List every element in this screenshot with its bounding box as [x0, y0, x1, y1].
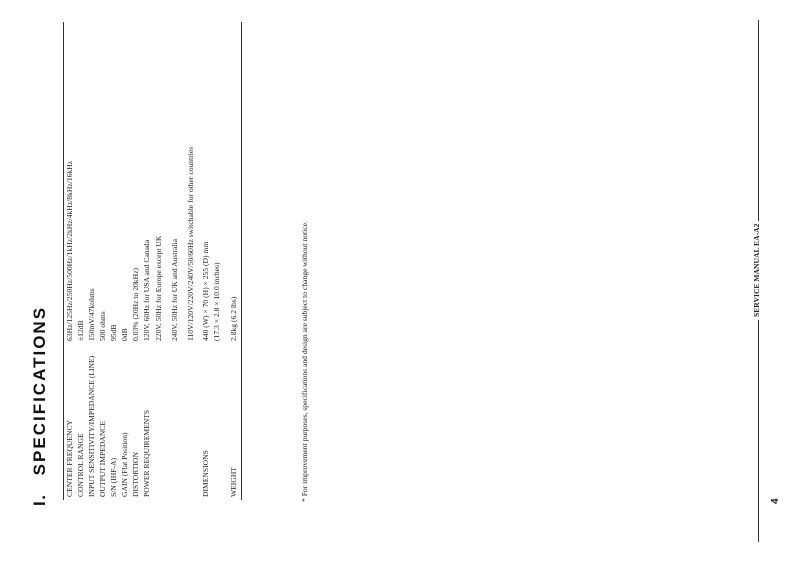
dimensions-line: 440 (W) × 70 (H) × 255 (D) mm [201, 241, 210, 341]
spec-value: 95dB [109, 324, 118, 341]
spec-value-power [141, 22, 200, 344]
spec-label: INPUT SENSITIVITY/IMPEDANCE (LINE) [87, 355, 96, 497]
spec-row [86, 22, 97, 500]
power-line: 240V, 50Hz for UK and Australia [170, 239, 179, 341]
spec-label: POWER REQUIREMENTS [142, 409, 151, 497]
specifications-table [63, 22, 242, 500]
power-line: 110V/120V/220V/240V/50/60Hz switchable for other countries [186, 146, 195, 341]
spec-label: S/N (IHF-A) [109, 457, 118, 497]
section-title: SPECIFICATIONS [30, 305, 49, 476]
spec-row [119, 22, 130, 500]
spec-row [97, 22, 108, 500]
spec-value-dimensions [200, 22, 225, 344]
spec-value: 0.03% (20Hz to 20kHz) [131, 268, 140, 341]
spec-label: CONTROL RANGE [76, 433, 85, 497]
spec-row [75, 22, 86, 500]
spec-label: CENTER FREQUENCY [64, 344, 76, 500]
service-manual-label: SERVICE MANUAL EA-A2 [752, 221, 761, 320]
spec-label: GAIN (Flat Position) [120, 432, 129, 497]
spec-row-power [141, 22, 200, 500]
disclaimer-note: * For improvement purposes, specifications and design are subject to change without notice. [300, 221, 309, 502]
spec-value: 150mV/47kohms [87, 288, 96, 341]
section-heading [30, 306, 50, 506]
spec-row-weight [225, 22, 242, 500]
spec-row [130, 22, 141, 500]
power-line: 220V, 50Hz for Europe except UK [154, 235, 163, 341]
page-number: 4 [770, 498, 781, 504]
spec-row-dimensions [200, 22, 225, 500]
spec-label: DIMENSIONS [201, 450, 210, 497]
power-line: 120V, 60Hz for USA and Canada [142, 239, 151, 341]
spec-label: DISTORTION [131, 452, 140, 497]
section-number: I. [30, 493, 49, 506]
spec-value: 500 ohms [98, 311, 107, 341]
dimensions-line: (17.3 × 2.8 × 10.0 inches) [212, 262, 221, 341]
spec-value: 63Hz/125Hz/250Hz/500Hz/1kHz/2kHz/4kHz/8kHz/16kHz [64, 22, 76, 344]
spec-row [108, 22, 119, 500]
spec-value: 2.8kg (6.2 lbs) [225, 22, 242, 344]
spec-row [64, 22, 76, 500]
spec-label: WEIGHT [225, 344, 242, 500]
page-footer [752, 20, 766, 542]
spec-value: ±12dB [76, 320, 85, 341]
spec-label: OUTPUT IMPEDANCE [98, 420, 107, 497]
spec-value: 0dB [120, 328, 129, 341]
